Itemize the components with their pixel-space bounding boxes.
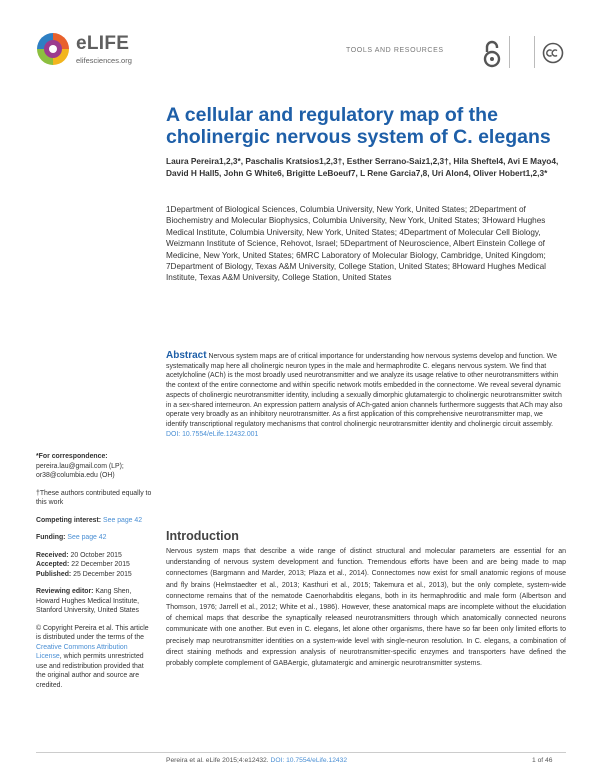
- accepted-label: Accepted:: [36, 561, 70, 568]
- introduction-text: Nervous system maps that describe a wide range of distinct structural and molecular parameters are essential for an understanding of nervous system development and function. Tremendous efforts have been and are being made to map connectomes (Bargmann and Marder, 2013; Plaza et al., 2014). Connectomes now exist for small anatomic regions of mouse and fly brains (Helmstaedter et al., 2013; Kasthuri et al., 2015; Takemura et al., 2013), but the only complete, system-wide connectome remains that of the nematode Caenorhabditis elegans, both in its hermaphroditic and male form (Albertson and Thomson, 1976; Jarrell et al., 2012; White et al., 1986). However, these anatomical maps are incomplete without the elucidation of chemical maps that describe the synaptically released neurotransmitters through which anatomically connected neurons communicate with one another. But even in C. elegans, let alone other organisms, there have so far been only limited efforts to precisely map neurotransmitter identities on a system-wide level with single-neuron resolution. In C. elegans, a combination of direct staining methods and expression analysis of neurotransmitter-specific enzymes and transporters have defined the probably complete complement of GABAergic, glutamatergic and aminergic neurotransmitter systems.: [166, 548, 566, 668]
- abstract-label: Abstract: [166, 350, 207, 361]
- footer-doi-link[interactable]: DOI: 10.7554/eLife.12432: [270, 757, 348, 764]
- published-date: [36, 570, 154, 580]
- accepted-date: [36, 560, 154, 570]
- correspondence: [36, 452, 154, 481]
- abstract-text: Nervous system maps are of critical importance for understanding how nervous systems develop and function. We systematically map here all cholinergic neuron types in the male and hermaphrodite C. elegans nervous system. We find that acetylcholine (ACh) is the most broadly used neurotransmitter and we analyze its usage relative to other neurotransmitters within the context of the entire connectome and within specific network motifs embedded in the connectome. We reveal several dynamic aspects of cholinergic neurotransmitter identity, including a sexually dimorphic glutamatergic to cholinergic neurotransmitter switch in a sex-shared interneuron. An expression pattern analysis of ACh-gated anion channels furthermore suggests that ACh may also operate very broadly as an inhibitory neurotransmitter. As a first application of this comprehensive neurotransmitter map, we identify transcriptional regulatory mechanisms that control cholinergic neurotransmitter identity and cholinergic circuit assembly.: [166, 353, 563, 428]
- reviewing-editor-value: Kang Shen, Howard Hughes Medical Institute, Stanford University, United States: [36, 588, 140, 614]
- logo-subtext: elifesciences.org: [76, 56, 132, 65]
- competing-interest-link[interactable]: See page 42: [103, 516, 143, 524]
- abstract: [166, 351, 566, 439]
- header-divider: [534, 36, 535, 68]
- page-number: 1 of 46: [532, 757, 553, 764]
- open-access-icon[interactable]: [482, 40, 502, 68]
- abstract-doi-link[interactable]: DOI: 10.7554/eLife.12432.001: [166, 430, 259, 438]
- received-date: [36, 551, 154, 561]
- affiliations: 1Department of Biological Sciences, Columbia University, New York, United States; 2Department of Biochemistry and Molecular Biophysics, Columbia University, New York, United States; 3Howard Hughes Medical Institute, Columbia University, New York, United States; 4Department of Molecular Cell Biology, Weizmann Institute of Science, Rehovot, Israel; 5Department of Neuroscience, Albert Einstein College of Medicine, New York, United States; 6MRC Laboratory of Molecular Biology, Cambridge, United Kingdom; 7Department of Biology, Texas A&M University, College Station, United States; 8Howard Hughes Medical Institute, Texas A&M University, College Station, United States: [166, 205, 546, 283]
- received-value: 20 October 2015: [70, 551, 122, 559]
- license-link[interactable]: Creative Commons Attribution License: [36, 643, 128, 660]
- competing-interest-label: Competing interest:: [36, 516, 102, 524]
- correspondence-emails[interactable]: pereira.lau@gmail.com (LP); or38@columbia.edu (OH): [36, 462, 124, 479]
- funding-label: Funding:: [36, 534, 66, 541]
- reviewing-editor-label: Reviewing editor:: [36, 588, 94, 595]
- citation-text: Pereira et al. eLife 2015;4:e12432.: [166, 757, 269, 764]
- published-label: Published:: [36, 570, 72, 578]
- funding-link[interactable]: See page 42: [67, 534, 107, 541]
- correspondence-label: *For correspondence:: [36, 453, 108, 460]
- footer-citation: [166, 757, 347, 764]
- accepted-value: 22 December 2015: [71, 561, 130, 568]
- page-header: [0, 0, 600, 80]
- article-title: A cellular and regulatory map of the cholinergic nervous system of C. elegans: [166, 104, 551, 148]
- logo-text: eLIFE: [76, 33, 130, 54]
- funding: [36, 533, 154, 543]
- copyright-text-end: , which permits unrestricted use and redistribution provided that the original author and source are credited.: [36, 653, 144, 689]
- copyright-notice: [36, 624, 154, 691]
- author-list: Laura Pereira1,2,3*, Paschalis Kratsios1,2,3†, Esther Serrano-Saiz1,2,3†, Hila Sheftel4, Avi E Mayo4, David H Hall5, John G White6, Brigitte LeBoeuf7, L Rene Garcia7,8, Uri Alon4, Oliver Hobert1,2,3*: [166, 156, 559, 178]
- article-type-label: TOOLS AND RESOURCES: [346, 47, 444, 54]
- received-label: Received:: [36, 551, 69, 559]
- article-info-sidebar: [36, 452, 154, 698]
- reviewing-editor: [36, 587, 154, 616]
- dates: [36, 551, 154, 580]
- header-divider: [509, 36, 510, 68]
- introduction-heading: Introduction: [166, 529, 239, 543]
- creative-commons-icon[interactable]: [542, 42, 564, 64]
- published-value: 25 December 2015: [73, 570, 132, 578]
- footer-divider: [36, 752, 566, 753]
- elife-logo-icon: [34, 30, 72, 68]
- competing-interest: [36, 516, 154, 526]
- copyright-text: © Copyright Pereira et al. This article is distributed under the terms of the: [36, 624, 149, 641]
- elife-logo[interactable]: [34, 30, 164, 74]
- equal-contribution-note: †These authors contributed equally to this work: [36, 489, 152, 506]
